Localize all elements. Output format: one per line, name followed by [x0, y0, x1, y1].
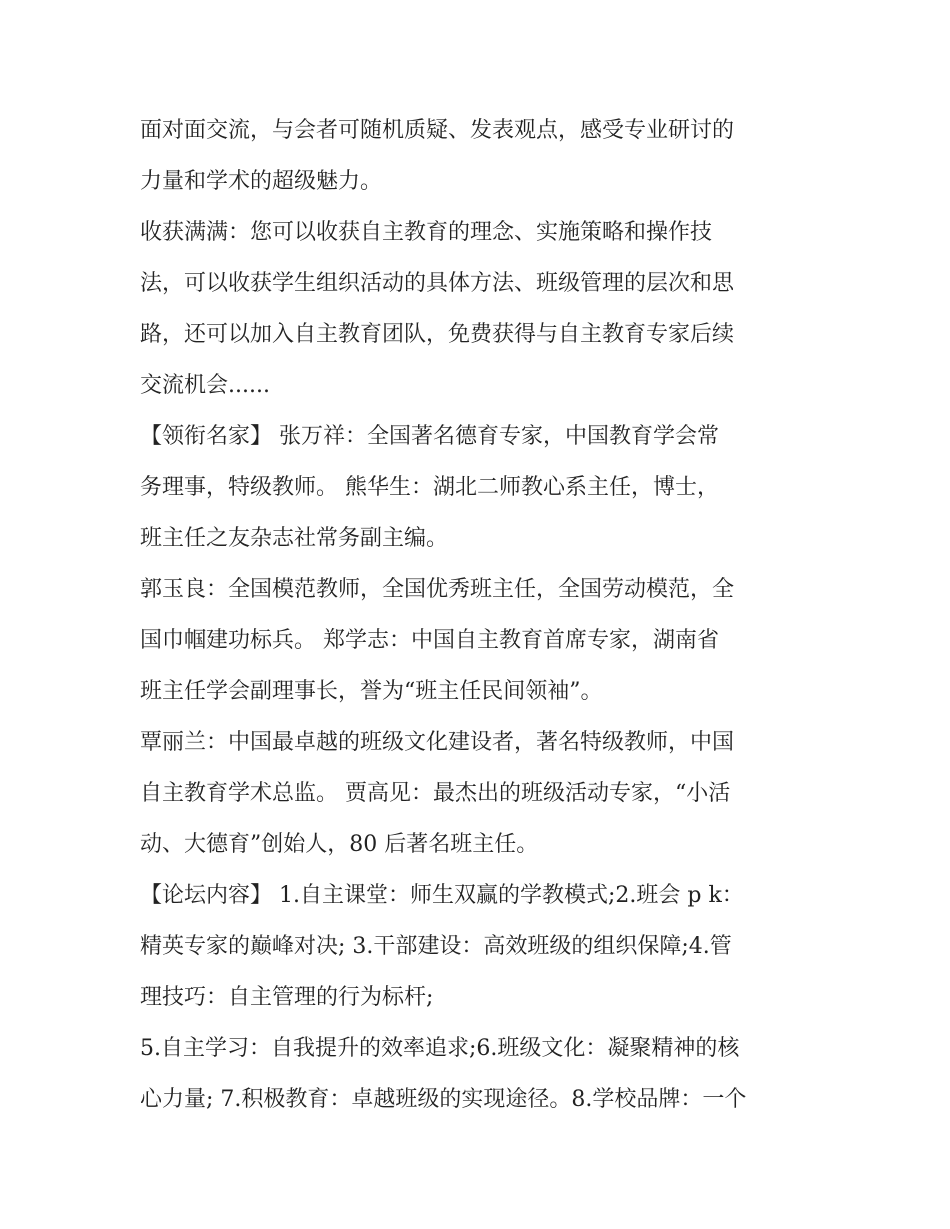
- body-text: [140, 105, 815, 1125]
- text-line: 交流机会......: [140, 373, 270, 398]
- text-line: 理技巧：自主管理的行为标杆;: [140, 985, 434, 1010]
- text-line: 精英专家的巅峰对决; 3.干部建设：高效班级的组织保障;4.管: [140, 934, 732, 959]
- text-line: 郭玉良：全国模范教师，全国优秀班主任，全国劳动模范，全: [140, 577, 735, 602]
- text-line: 班主任之友杂志社常务副主编。: [140, 526, 449, 551]
- text-line: 班主任学会副理事长，誉为“班主任民间领袖”。: [140, 679, 603, 704]
- text-line: 面对面交流，与会者可随机质疑、发表观点，感受专业研讨的: [140, 118, 735, 143]
- text-line: 收获满满：您可以收获自主教育的理念、实施策略和操作技: [140, 220, 713, 245]
- text-line: 力量和学术的超级魅力。: [140, 169, 383, 194]
- text-line: 【领衔名家】 张万祥：全国著名德育专家，中国教育学会常: [140, 424, 719, 449]
- text-line: 覃丽兰：中国最卓越的班级文化建设者，著名特级教师，中国: [140, 730, 735, 755]
- text-line: 国巾帼建功标兵。 郑学志：中国自主教育首席专家，湖南省: [140, 628, 719, 653]
- text-line: 心力量; 7.积极教育：卓越班级的实现途径。8.学校品牌：一个: [140, 1087, 747, 1112]
- text-line: 【论坛内容】 1.自主课堂：师生双赢的学教模式;2.班会 p k：: [140, 883, 744, 908]
- text-line: 法，可以收获学生组织活动的具体方法、班级管理的层次和思: [140, 271, 735, 296]
- text-line: 自主教育学术总监。 贾高见：最杰出的班级活动专家，“小活: [140, 781, 731, 806]
- text-line: 动、大德育”创始人，80 后著名班主任。: [140, 832, 539, 857]
- text-line: 路，还可以加入自主教育团队，免费获得与自主教育专家后续: [140, 322, 735, 347]
- text-line: 务理事，特级教师。 熊华生：湖北二师教心系主任，博士，: [140, 475, 719, 500]
- text-line: 5.自主学习：自我提升的效率追求;6.班级文化：凝聚精神的核: [140, 1036, 740, 1061]
